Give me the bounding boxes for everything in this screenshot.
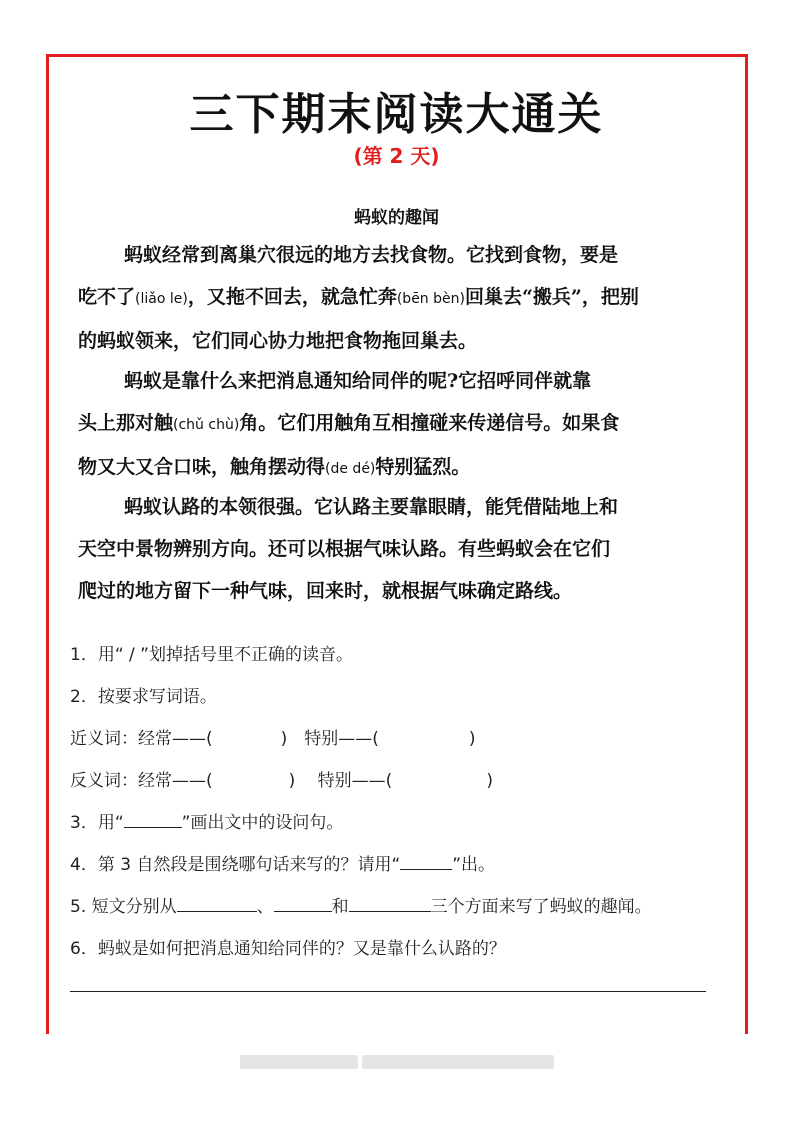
p2-text: 角。它们用触角互相撞碰来传递信号。如果食 (239, 412, 620, 434)
antonym-label: 反义词：经常——( (70, 771, 213, 791)
synonym-label: 近义词：经常——( (70, 729, 213, 749)
paragraph-1 (78, 234, 730, 362)
question-2: 2．按要求写词语。 (70, 687, 217, 707)
q5-text: 、 (256, 897, 274, 917)
page-title: 三下期末阅读大通关 (189, 89, 604, 140)
p1-text: 吃不了 (78, 286, 136, 308)
q4-text: ”出。 (452, 855, 496, 875)
question-5 (70, 892, 652, 917)
footer-watermark (362, 1055, 554, 1069)
antonym-mid: ) 特别——( (288, 771, 393, 791)
synonym-end: ) (468, 729, 476, 749)
question-2-synonyms (70, 724, 476, 749)
p2-line-3 (78, 446, 730, 490)
p1-line-2 (78, 276, 730, 320)
q5-text: 三个方面来写了蚂蚁的趣闻。 (430, 897, 652, 917)
p3-line-2: 天空中景物辨别方向。还可以根据气味认路。有些蚂蚁会在它们 (78, 538, 611, 560)
q4-text: 4．第 3 自然段是围绕哪句话来写的？请用“ (70, 855, 401, 875)
question-2-antonyms (70, 766, 493, 791)
question-1: 1．用“ / ”划掉括号里不正确的读音。 (70, 645, 353, 665)
synonym-mid: ) 特别——( (280, 729, 379, 749)
q3-text: 3．用“ (70, 813, 124, 833)
q5-text: 和 (331, 897, 349, 917)
footer-watermark (240, 1055, 358, 1069)
paragraph-2 (78, 360, 730, 490)
p1-text: ，又拖不回去，就急忙奔 (187, 286, 397, 308)
q5-blank-2[interactable] (274, 897, 332, 912)
p2-text: 头上那对触 (78, 412, 174, 434)
p3-line-1: 蚂蚁认路的本领很强。它认路主要靠眼睛，能凭借陆地上和 (124, 496, 619, 518)
pinyin-chu-chu: (chǔ chù) (173, 417, 240, 433)
underline-marker (124, 813, 182, 828)
question-6: 6．蚂蚁是如何把消息通知给同伴的？又是靠什么认路的？ (70, 939, 506, 959)
question-3 (70, 808, 343, 833)
answer-line[interactable] (70, 991, 706, 992)
q5-blank-1[interactable] (177, 897, 257, 912)
p1-line-3: 的蚂蚁领来，它们同心协力地把食物拖回巢去。 (78, 330, 478, 352)
day-subtitle: (第 2 天) (353, 144, 440, 168)
p2-text: 特别猛烈。 (375, 456, 471, 478)
question-4 (70, 850, 495, 875)
p2-text: 物又大又合口味，触角摆动得 (78, 456, 326, 478)
p2-line-1: 蚂蚁是靠什么来把消息通知给同伴的呢?它招呼同伴就靠 (124, 370, 592, 392)
q5-blank-3[interactable] (349, 897, 431, 912)
passage-title: 蚂蚁的趣闻 (354, 208, 439, 228)
p3-line-3: 爬过的地方留下一种气味，回来时，就根据气味确定路线。 (78, 580, 573, 602)
antonym-end: ) (486, 771, 493, 791)
pinyin-ben-ben: (bēn bèn) (396, 291, 465, 307)
q5-text: 5. 短文分别从 (70, 897, 177, 917)
p1-line-1: 蚂蚁经常到离巢穴很远的地方去找食物。它找到食物，要是 (124, 244, 619, 266)
p1-text: 回巢去“搬兵”，把别 (464, 286, 639, 308)
paragraph-3 (78, 486, 730, 612)
underline-marker (400, 855, 452, 870)
q3-text: ”画出文中的设问句。 (181, 813, 344, 833)
pinyin-liao-le: (liǎo le) (135, 291, 188, 307)
pinyin-de-de: (de dé) (325, 461, 376, 477)
p2-line-2 (78, 402, 730, 446)
